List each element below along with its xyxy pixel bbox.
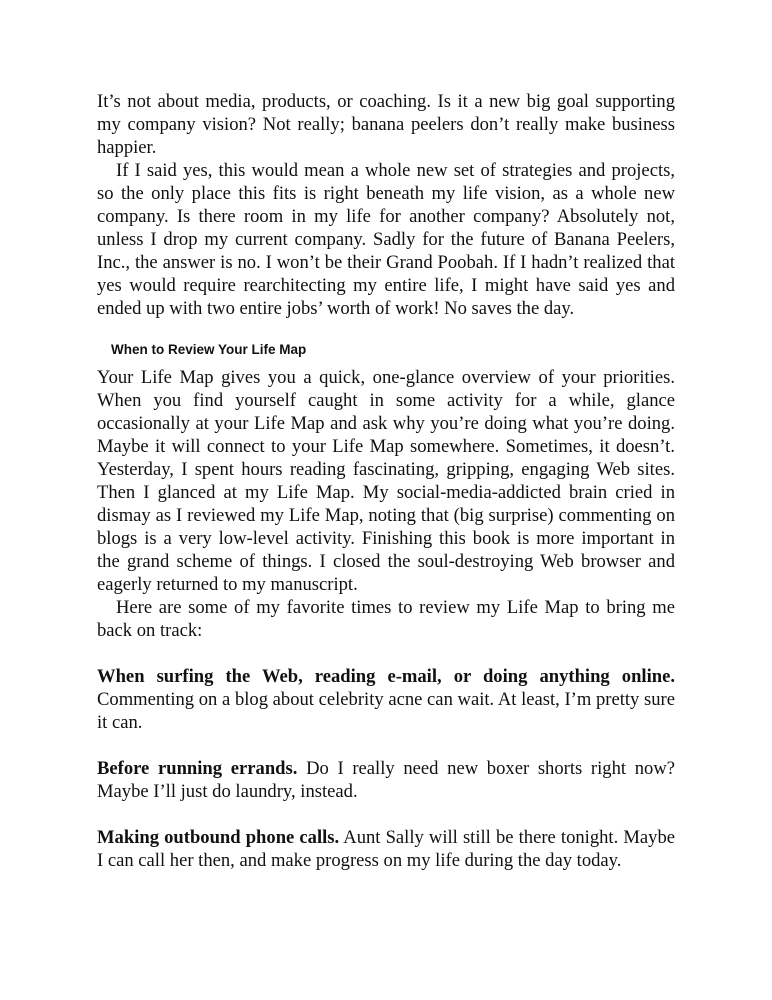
body-paragraph: It’s not about media, products, or coaching. Is it a new big goal supporting my company vision? Not really; banana peelers don’t really make business happier.: [97, 91, 675, 158]
body-paragraph: Here are some of my favorite times to review my Life Map to bring me back on track:: [97, 597, 675, 641]
document-page: [97, 90, 675, 872]
section-heading: When to Review Your Life Map: [111, 342, 307, 357]
list-item: [97, 826, 675, 872]
body-paragraph: Your Life Map gives you a quick, one-glance overview of your priorities. When you find yourself caught in some activity for a while, glance occasionally at your Life Map and ask why you’re doing what you’re doing. Maybe it will connect to your Life Map somewhere. Sometimes, it doesn’t. Yesterday, I spent hours reading fascinating, gripping, engaging Web sites. Then I glanced at my Life Map. My social-media-addicted brain cried in dismay as I reviewed my Life Map, noting that (big surprise) commenting on blogs is a very low-level activity. Finishing this book is more important in the grand scheme of things. I closed the soul-destroying Web browser and eagerly returned to my manuscript.: [97, 367, 675, 595]
list-item-text: Commenting on a blog about celebrity acne can wait. At least, I’m pretty sure it can.: [97, 689, 675, 733]
body-paragraph: If I said yes, this would mean a whole new set of strategies and projects, so the only place this fits is right beneath my life vision, as a whole new company. Is there room in my life for another company? Absolutely not, unless I drop my current company. Sadly for the future of Banana Peelers, Inc., the answer is no. I won’t be their Grand Poobah. If I hadn’t realized that yes would require rearchitecting my entire life, I might have said yes and ended up with two entire jobs’ worth of work! No saves the day.: [97, 160, 675, 319]
list-item-lead: When surfing the Web, reading e-mail, or doing anything online.: [97, 666, 675, 687]
list-item-text: Aunt Sally will still be there tonight. Maybe I can call her then, and make progress on my life during the day today.: [97, 827, 675, 871]
list-item-lead: Before running errands.: [97, 758, 298, 779]
list-item-lead: Making outbound phone calls.: [97, 827, 340, 848]
list-item-text: Do I really need new boxer shorts right now? Maybe I’ll just do laundry, instead.: [97, 758, 676, 802]
list-item: [97, 665, 675, 734]
list-item: [97, 757, 675, 803]
